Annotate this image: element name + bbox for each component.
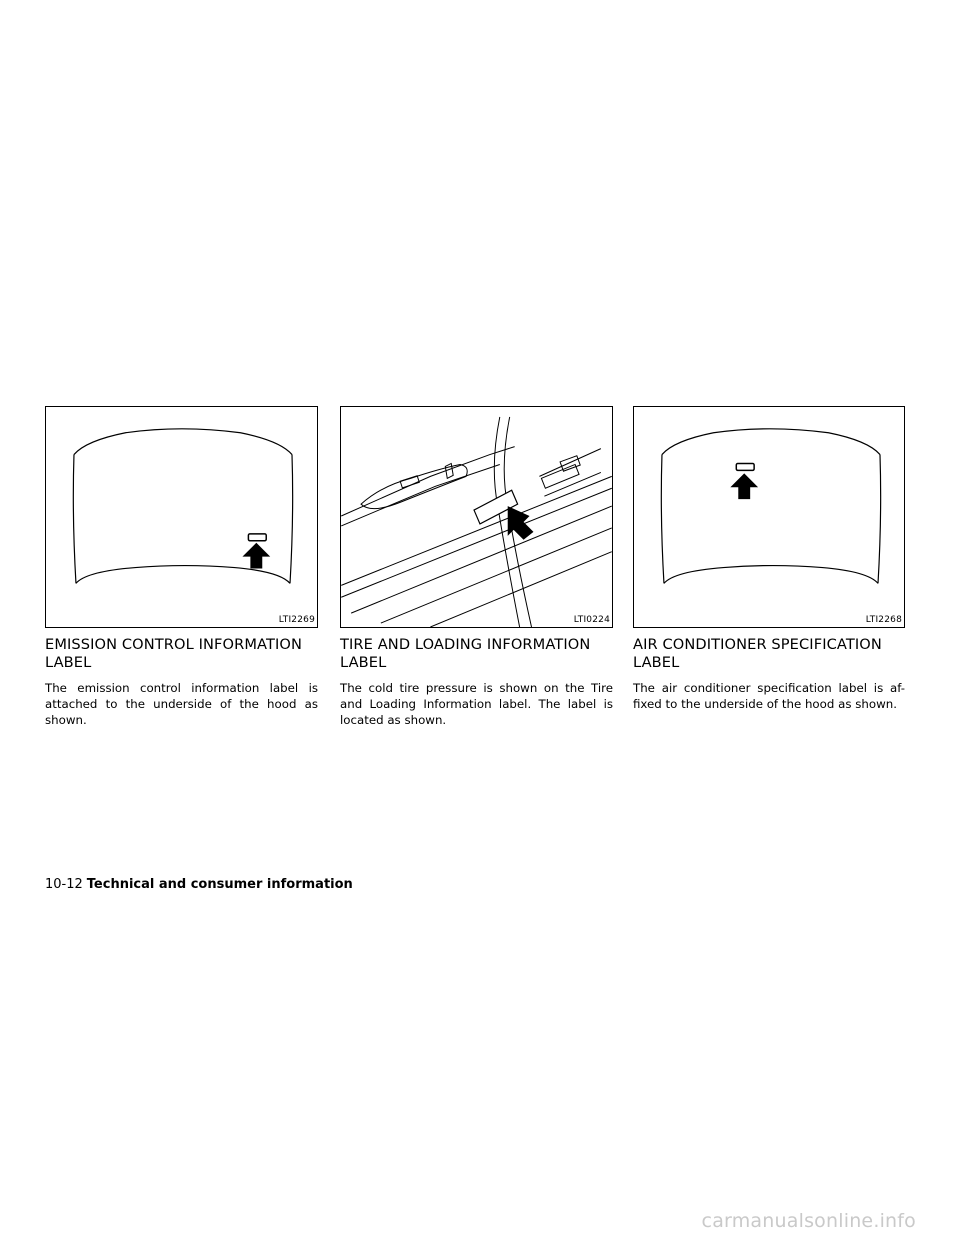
arrow-up-icon — [242, 543, 270, 569]
figure-door-sill — [340, 406, 613, 628]
hood-illustration — [46, 407, 317, 627]
page-number: 10-12 — [45, 877, 83, 892]
section-tire-loading — [340, 406, 613, 728]
figure-code: LTI0224 — [573, 615, 610, 625]
section-title: TIRE AND LOADING INFORMATION LABEL — [340, 636, 591, 671]
figure-hood-emission — [45, 406, 318, 628]
section-body: The air conditioner specification label is af-fixed to the underside of the hood as shown. — [633, 681, 905, 711]
section-body: The cold tire pressure is shown on the Tire and Loading Information label. The label is located as shown. — [340, 681, 613, 727]
hood-illustration — [634, 407, 904, 627]
section-title: EMISSION CONTROL INFORMATION LABEL — [45, 636, 302, 671]
footer-section-title: Technical and consumer information — [86, 877, 353, 892]
figure-hood-ac — [633, 406, 905, 628]
label-marker-icon — [248, 534, 266, 541]
page-footer — [45, 877, 353, 893]
figure-code: LTI2268 — [865, 615, 902, 625]
section-body: The emission control information label is attached to the underside of the hood as shown. — [45, 681, 318, 727]
door-sill-illustration — [341, 407, 612, 627]
arrow-icon — [508, 506, 534, 540]
section-air-conditioner — [633, 406, 905, 712]
section-emission-control — [45, 406, 318, 728]
section-title: AIR CONDITIONER SPECIFICATION LABEL — [633, 636, 882, 671]
label-marker-icon — [736, 463, 754, 470]
watermark: carmanualsonline.info — [701, 1210, 916, 1232]
figure-code: LTI2269 — [278, 615, 315, 625]
arrow-up-icon — [730, 473, 758, 499]
